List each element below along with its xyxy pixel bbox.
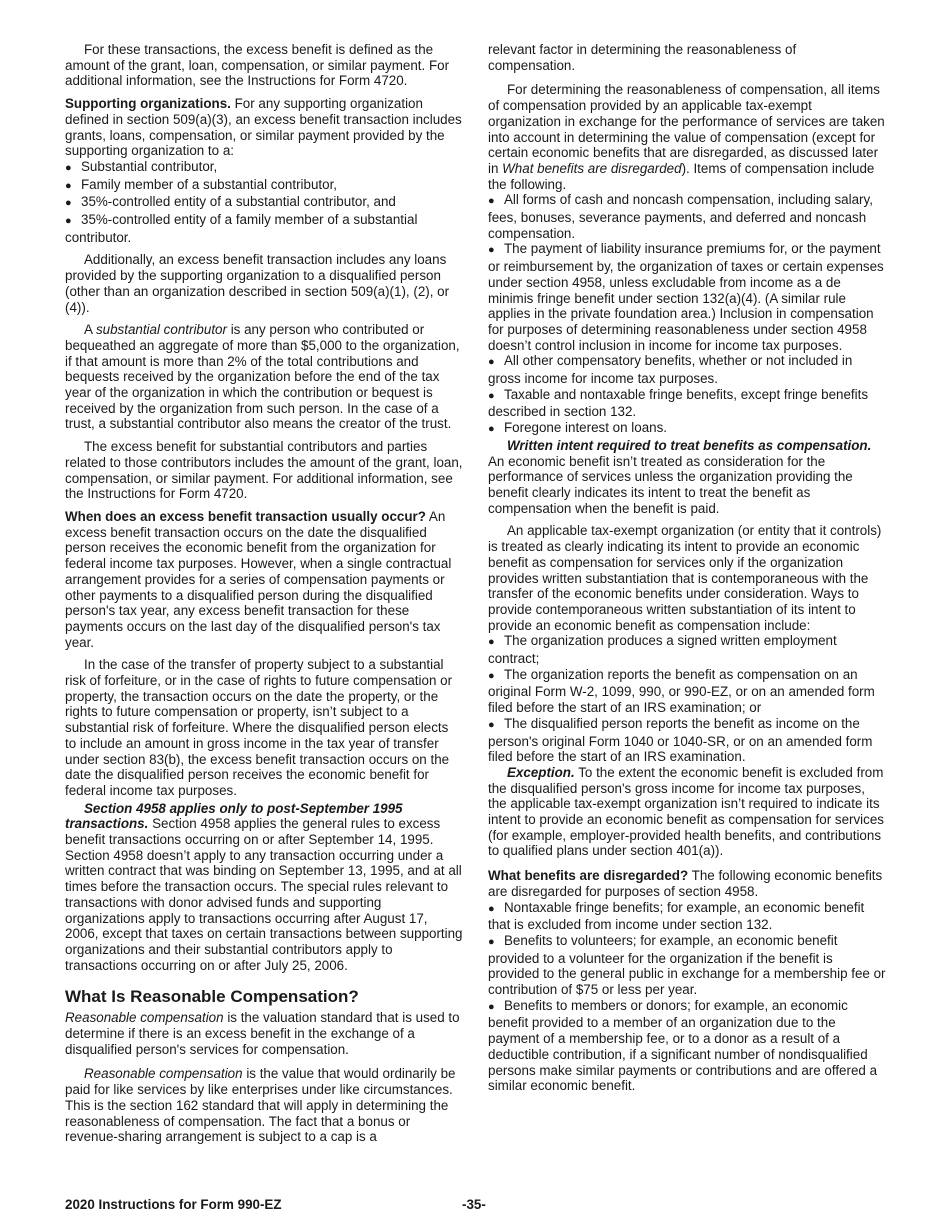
- section-heading: What Is Reasonable Compensation?: [65, 987, 359, 1007]
- list-item: ● 35%-controlled entity of a family member of a substantial contributor.: [65, 212, 418, 245]
- bullet-icon: ●: [488, 389, 495, 402]
- defined-term: substantial contributor: [95, 322, 227, 338]
- list-item: ● Foregone interest on loans.: [488, 420, 886, 438]
- bullet-icon: ●: [488, 356, 495, 369]
- list-item: ● All other compensatory benefits, whether or not included in gross income for income tax purposes.: [488, 353, 853, 387]
- right-column: [488, 42, 886, 1094]
- bullet-icon: ●: [65, 179, 72, 192]
- cross-reference: What benefits are disregarded: [502, 160, 682, 176]
- substantial-contributor-paragraph: A substantial contributor is any person who contributed or bequeathed an aggregate of more than $5,000 to the organization, if that amount is more than 2% of the total contributions and bequests received by the organization before the end of the tax year of the organization in which the contribution or bequest is received by the organization from such person. In the case of a trust, a substantial contributor also means the creator of the trust.: [65, 322, 460, 432]
- paragraph: For these transactions, the excess benefit is defined as the amount of the grant, loan, compensation, or similar payment. For additional information, see the Instructions for Form 4720.: [65, 42, 450, 89]
- when-paragraph: When does an excess benefit transaction usually occur? An excess benefit transaction occurs on the date the disqualified person receives the economic benefit from the organization for federal income tax purposes. However, when a single contractual arrangement provides for a series of compensation payments or other payments to a disqualified person during the disqualified person's tax year, any excess benefit transaction for these payments occurs on the last day of the disqualified person's tax year.: [65, 508, 452, 650]
- bullet-icon: ●: [488, 423, 495, 436]
- run-in-heading: When does an excess benefit transaction usually occur?: [65, 508, 426, 524]
- defined-term: Reasonable compensation: [84, 1066, 243, 1082]
- paragraph: Reasonable compensation is the valuation standard that is used to determine if there is an excess benefit in the exchange of a disqualified person's services for compensation.: [65, 1010, 460, 1057]
- list-item: ● The disqualified person reports the benefit as income on the person's original Form 1040 or 1040-SR, or on an amended form filed before the start of an IRS examination.: [488, 715, 873, 765]
- paragraph: Additionally, an excess benefit transaction includes any loans provided by the supporting organization to a disqualified person (other than an organization described in section 509(a)(1), (2), or (4)).: [65, 252, 450, 315]
- run-in-heading: Written intent required to treat benefits as compensation.: [507, 437, 872, 453]
- paragraph: Reasonable compensation is the value that would ordinarily be paid for like services by like enterprises under like circumstances. This is the section 162 standard that will apply in determining the reasonableness of compensation. The fact that a bonus or revenue-sharing arrangement is subject to a cap is a: [65, 1066, 456, 1145]
- footer-title: 2020 Instructions for Form 990-EZ: [65, 1197, 282, 1212]
- list-item: ● The organization reports the benefit as compensation on an original Form W-2, 1099, 990, or 990-EZ, or on an amended form filed before the start of an IRS examination; or: [488, 666, 875, 716]
- list-item: ● All forms of cash and noncash compensation, including salary, fees, bonuses, severance payments, and deferred and noncash compensation.: [488, 192, 873, 241]
- section-4958-paragraph: Section 4958 applies only to post-September 1995 transactions. Section 4958 applies the general rules to excess benefit transactions occurring on or after September 14, 1995. Section 4958 doesn’t apply to any transaction occurring under a written contract that was binding on September 13, 1995, and at all times before the transaction occurs. The special rules relevant to transactions with donor advised funds and supporting organizations apply to transactions occurring after August 17, 2006, except that taxes on certain transactions between supporting organizations and their substantial contributors apply to transactions occurring on or after July 25, 2006.: [65, 800, 463, 973]
- paragraph: For determining the reasonableness of compensation, all items of compensation provided by an applicable tax-exempt organization in exchange for the performance of services are taken into account in determining the value of compensation (except for certain economic benefits that are disregarded, as discussed later in What benefits are disregarded). Items of compensation include the following.: [488, 82, 885, 192]
- run-in-heading: Exception.: [507, 764, 575, 780]
- bullet-icon: ●: [488, 195, 495, 208]
- list-item: ● The organization produces a signed written employment contract;: [488, 633, 837, 667]
- supporting-organizations-paragraph: Supporting organizations. For any supporting organization defined in section 509(a)(3), an excess benefit transaction includes grants, loans, compensation, or similar payment provided by the supporting organization to a:: [65, 96, 462, 159]
- run-in-heading: What benefits are disregarded?: [488, 868, 689, 884]
- paragraph: The excess benefit for substantial contributors and parties related to those contributors includes the amount of the grant, loan, compensation, or similar payment. For additional information, see the Instructions for Form 4720.: [65, 439, 463, 502]
- bullet-icon: ●: [488, 636, 495, 649]
- bullet-icon: ●: [488, 935, 495, 948]
- paragraph: In the case of the transfer of property subject to a substantial risk of forfeiture, or in the case of rights to future compensation or property, the transaction occurs on the date the property, or the rights to future compensation or property, isn’t subject to a substantial risk of forfeiture. Where the disqualified person elects to include an amount in gross income in the tax year of transfer under section 83(b), the excess benefit transaction occurs on the date the disqualified person receives the economic benefit for federal income tax purposes.: [65, 657, 453, 798]
- bullet-icon: ●: [65, 161, 72, 174]
- list-item: ● 35%-controlled entity of a substantial contributor, and: [65, 194, 463, 212]
- defined-term: Reasonable compensation: [65, 1010, 224, 1026]
- list-item: ● The payment of liability insurance premiums for, or the payment or reimbursement by, the organization of taxes or certain expenses under section 4958, unless excludable from income as a de minimis fringe benefit under section 132(a)(4). (A similar rule applies in the private foundation area.) Inclusion in compensation for purposes of determining reasonableness under section 4958 doesn’t control inclusion in income for income tax purposes.: [488, 241, 884, 353]
- run-in-heading: Section 4958 applies only to post-September 1995 transactions.: [65, 800, 403, 832]
- list-item: ● Family member of a substantial contributor,: [65, 177, 463, 195]
- bullet-icon: ●: [488, 1000, 495, 1013]
- paragraph: relevant factor in determining the reasonableness of compensation.: [488, 42, 797, 73]
- page-number: -35-: [462, 1197, 486, 1212]
- written-intent-paragraph: Written intent required to treat benefits as compensation. An economic benefit isn’t treated as consideration for the performance of services unless the organization providing the benefit clearly indicates its intent to treat the benefit as compensation when the benefit is paid.: [488, 437, 872, 516]
- list-item: ● Benefits to members or donors; for example, an economic benefit provided to a member of an organization due to the payment of a membership fee, or to a donor as a result of a deductible contribution, if a significant number of nondisqualified persons make similar payments or contributions and are offered a similar economic benefit.: [488, 997, 878, 1094]
- list-item: ● Benefits to volunteers; for example, an economic benefit provided to a volunteer for the organization if the benefit is provided to the general public in exchange for a membership fee or contribution of $75 or less per year.: [488, 932, 886, 998]
- bullet-icon: ●: [65, 197, 72, 210]
- paragraph: An applicable tax-exempt organization (or entity that it controls) is treated as clearly indicating its intent to provide an economic benefit as compensation for services only if the organization provides written substantiation that is contemporaneous with the transfer of the economic benefits under consideration. Ways to provide contemporaneous written substantiation of its intent to provide an economic benefit as compensation include:: [488, 523, 882, 633]
- list-item: ● Taxable and nontaxable fringe benefits, except fringe benefits described in section 132.: [488, 386, 869, 420]
- run-in-heading: Supporting organizations.: [65, 96, 231, 112]
- bullet-icon: ●: [488, 669, 495, 682]
- exception-paragraph: Exception. To the extent the economic benefit is excluded from the disqualified person's gross income for income tax purposes, the applicable tax-exempt organization isn’t required to indicate its intent to provide an economic benefit as compensation for services (for example, employer-provided health benefits, and contributions to qualified plans under section 401(a)).: [488, 764, 884, 859]
- bullet-icon: ●: [488, 718, 495, 731]
- left-column: [65, 42, 463, 1145]
- bullet-icon: ●: [488, 244, 495, 257]
- list-item: ● Substantial contributor,: [65, 159, 463, 177]
- bullet-icon: ●: [65, 215, 72, 228]
- list-item: ● Nontaxable fringe benefits; for example, an economic benefit that is excluded from income under section 132.: [488, 899, 865, 933]
- bullet-icon: ●: [488, 902, 495, 915]
- disregarded-paragraph: What benefits are disregarded? The following economic benefits are disregarded for purposes of section 4958.: [488, 868, 883, 899]
